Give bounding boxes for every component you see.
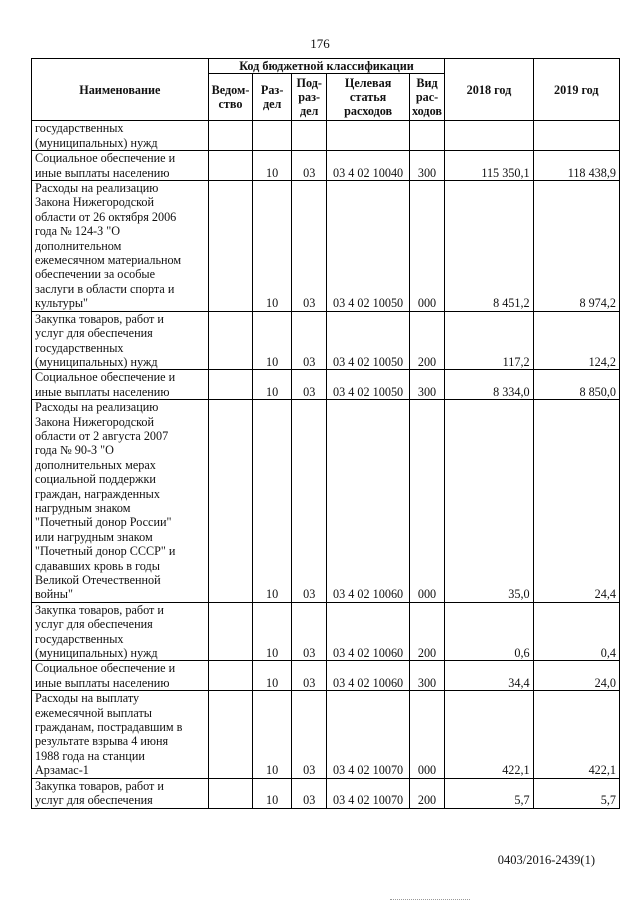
table-row bbox=[32, 181, 620, 312]
row-2019-cell: 118 438,9 bbox=[533, 151, 619, 181]
row-vedomstvo-cell bbox=[208, 602, 253, 661]
row-vid-cell: 200 bbox=[409, 311, 445, 370]
table-row bbox=[32, 311, 620, 370]
row-vedomstvo-cell bbox=[208, 311, 253, 370]
row-vedomstvo-cell bbox=[208, 370, 253, 400]
row-razdel-cell: 10 bbox=[253, 661, 292, 691]
table-row bbox=[32, 661, 620, 691]
row-vedomstvo-cell bbox=[208, 181, 253, 312]
row-razdel-cell: 10 bbox=[253, 151, 292, 181]
row-name-cell: Закупка товаров, работ и услуг для обеспечения государственных (муниципальных) нужд bbox=[32, 602, 209, 661]
row-razdel-cell: 10 bbox=[253, 311, 292, 370]
row-vid-cell: 300 bbox=[409, 370, 445, 400]
row-podrazdel-cell: 03 bbox=[291, 400, 327, 603]
row-vid-cell: 300 bbox=[409, 151, 445, 181]
row-vedomstvo-cell bbox=[208, 691, 253, 778]
row-celevaya-cell: 03 4 02 10050 bbox=[327, 181, 409, 312]
row-razdel-cell: 10 bbox=[253, 400, 292, 603]
row-razdel-cell: 10 bbox=[253, 691, 292, 778]
table-row bbox=[32, 778, 620, 808]
row-2018-cell: 35,0 bbox=[445, 400, 533, 603]
row-2019-cell: 5,7 bbox=[533, 778, 619, 808]
row-celevaya-cell: 03 4 02 10060 bbox=[327, 661, 409, 691]
row-name-cell: Расходы на выплату ежемесячной выплаты гражданам, пострадавшим в результате взрыва 4 июня 1988 года на станции Арзамас-1 bbox=[32, 691, 209, 778]
row-2019-cell: 8 850,0 bbox=[533, 370, 619, 400]
row-2018-cell: 8 451,2 bbox=[445, 181, 533, 312]
table-row bbox=[32, 400, 620, 603]
row-podrazdel-cell: 03 bbox=[291, 602, 327, 661]
budget-table bbox=[31, 58, 620, 809]
row-2019-cell bbox=[533, 121, 619, 151]
header-2018: 2018 год bbox=[445, 59, 533, 121]
table-row bbox=[32, 370, 620, 400]
row-vid-cell: 200 bbox=[409, 778, 445, 808]
row-2019-cell: 422,1 bbox=[533, 691, 619, 778]
table-row bbox=[32, 691, 620, 778]
row-vedomstvo-cell bbox=[208, 661, 253, 691]
row-2018-cell: 5,7 bbox=[445, 778, 533, 808]
row-razdel-cell bbox=[253, 121, 292, 151]
row-vedomstvo-cell bbox=[208, 151, 253, 181]
row-2019-cell: 0,4 bbox=[533, 602, 619, 661]
row-2019-cell: 124,2 bbox=[533, 311, 619, 370]
page-number: 176 bbox=[310, 36, 330, 51]
row-podrazdel-cell: 03 bbox=[291, 151, 327, 181]
row-podrazdel-cell: 03 bbox=[291, 370, 327, 400]
header-vedomstvo: Ведом- ство bbox=[208, 74, 253, 121]
row-celevaya-cell: 03 4 02 10070 bbox=[327, 691, 409, 778]
row-2018-cell: 0,6 bbox=[445, 602, 533, 661]
row-razdel-cell: 10 bbox=[253, 370, 292, 400]
row-2019-cell: 24,4 bbox=[533, 400, 619, 603]
row-razdel-cell: 10 bbox=[253, 602, 292, 661]
row-razdel-cell: 10 bbox=[253, 778, 292, 808]
row-name-cell: Социальное обеспечение и иные выплаты населению bbox=[32, 370, 209, 400]
row-vid-cell: 000 bbox=[409, 400, 445, 603]
row-razdel-cell: 10 bbox=[253, 181, 292, 312]
header-celevaya-statya: Целевая статья расходов bbox=[327, 74, 409, 121]
row-podrazdel-cell: 03 bbox=[291, 778, 327, 808]
row-podrazdel-cell: 03 bbox=[291, 691, 327, 778]
row-vid-cell: 200 bbox=[409, 602, 445, 661]
row-name-cell: Социальное обеспечение и иные выплаты населению bbox=[32, 151, 209, 181]
row-podrazdel-cell: 03 bbox=[291, 311, 327, 370]
header-razdel: Раз- дел bbox=[253, 74, 292, 121]
row-name-cell: Закупка товаров, работ и услуг для обеспечения bbox=[32, 778, 209, 808]
row-2019-cell: 8 974,2 bbox=[533, 181, 619, 312]
row-vedomstvo-cell bbox=[208, 778, 253, 808]
row-vid-cell: 000 bbox=[409, 181, 445, 312]
document-code: 0403/2016-2439(1) bbox=[497, 853, 595, 867]
row-celevaya-cell: 03 4 02 10060 bbox=[327, 602, 409, 661]
row-2018-cell: 8 334,0 bbox=[445, 370, 533, 400]
header-classification-group: Код бюджетной классификации bbox=[208, 59, 445, 74]
row-celevaya-cell: 03 4 02 10050 bbox=[327, 370, 409, 400]
row-name-cell: Расходы на реализацию Закона Нижегородской области от 2 августа 2007 года № 90-З "О дополнительных мерах социальной поддержки граждан, награжденных нагрудным знаком "Почетный донор России" или нагрудным знаком "Почетный донор СССР" и сдававших кровь в годы Великой Отечественной войны" bbox=[32, 400, 209, 603]
row-2019-cell: 24,0 bbox=[533, 661, 619, 691]
row-celevaya-cell: 03 4 02 10070 bbox=[327, 778, 409, 808]
header-2019: 2019 год bbox=[533, 59, 619, 121]
row-2018-cell bbox=[445, 121, 533, 151]
row-2018-cell: 34,4 bbox=[445, 661, 533, 691]
row-podrazdel-cell: 03 bbox=[291, 181, 327, 312]
row-vid-cell bbox=[409, 121, 445, 151]
row-name-cell: Закупка товаров, работ и услуг для обеспечения государственных (муниципальных) нужд bbox=[32, 311, 209, 370]
header-name: Наименование bbox=[32, 59, 209, 121]
row-vid-cell: 000 bbox=[409, 691, 445, 778]
row-name-cell: государственных (муниципальных) нужд bbox=[32, 121, 209, 151]
table-row bbox=[32, 151, 620, 181]
row-vedomstvo-cell bbox=[208, 121, 253, 151]
table-row bbox=[32, 602, 620, 661]
scan-artifact bbox=[390, 899, 470, 901]
row-podrazdel-cell bbox=[291, 121, 327, 151]
header-vid-rashodov: Вид рас- ходов bbox=[409, 74, 445, 121]
row-celevaya-cell bbox=[327, 121, 409, 151]
row-2018-cell: 422,1 bbox=[445, 691, 533, 778]
row-celevaya-cell: 03 4 02 10040 bbox=[327, 151, 409, 181]
row-vedomstvo-cell bbox=[208, 400, 253, 603]
row-vid-cell: 300 bbox=[409, 661, 445, 691]
row-celevaya-cell: 03 4 02 10050 bbox=[327, 311, 409, 370]
table-row bbox=[32, 121, 620, 151]
row-name-cell: Расходы на реализацию Закона Нижегородской области от 26 октября 2006 года № 124-З "О дополнительном ежемесячном материальном обеспечении за особые заслуги в области спорта и культуры" bbox=[32, 181, 209, 312]
row-celevaya-cell: 03 4 02 10060 bbox=[327, 400, 409, 603]
row-name-cell: Социальное обеспечение и иные выплаты населению bbox=[32, 661, 209, 691]
row-2018-cell: 115 350,1 bbox=[445, 151, 533, 181]
row-2018-cell: 117,2 bbox=[445, 311, 533, 370]
header-podrazdel: Под- раз- дел bbox=[291, 74, 327, 121]
row-podrazdel-cell: 03 bbox=[291, 661, 327, 691]
